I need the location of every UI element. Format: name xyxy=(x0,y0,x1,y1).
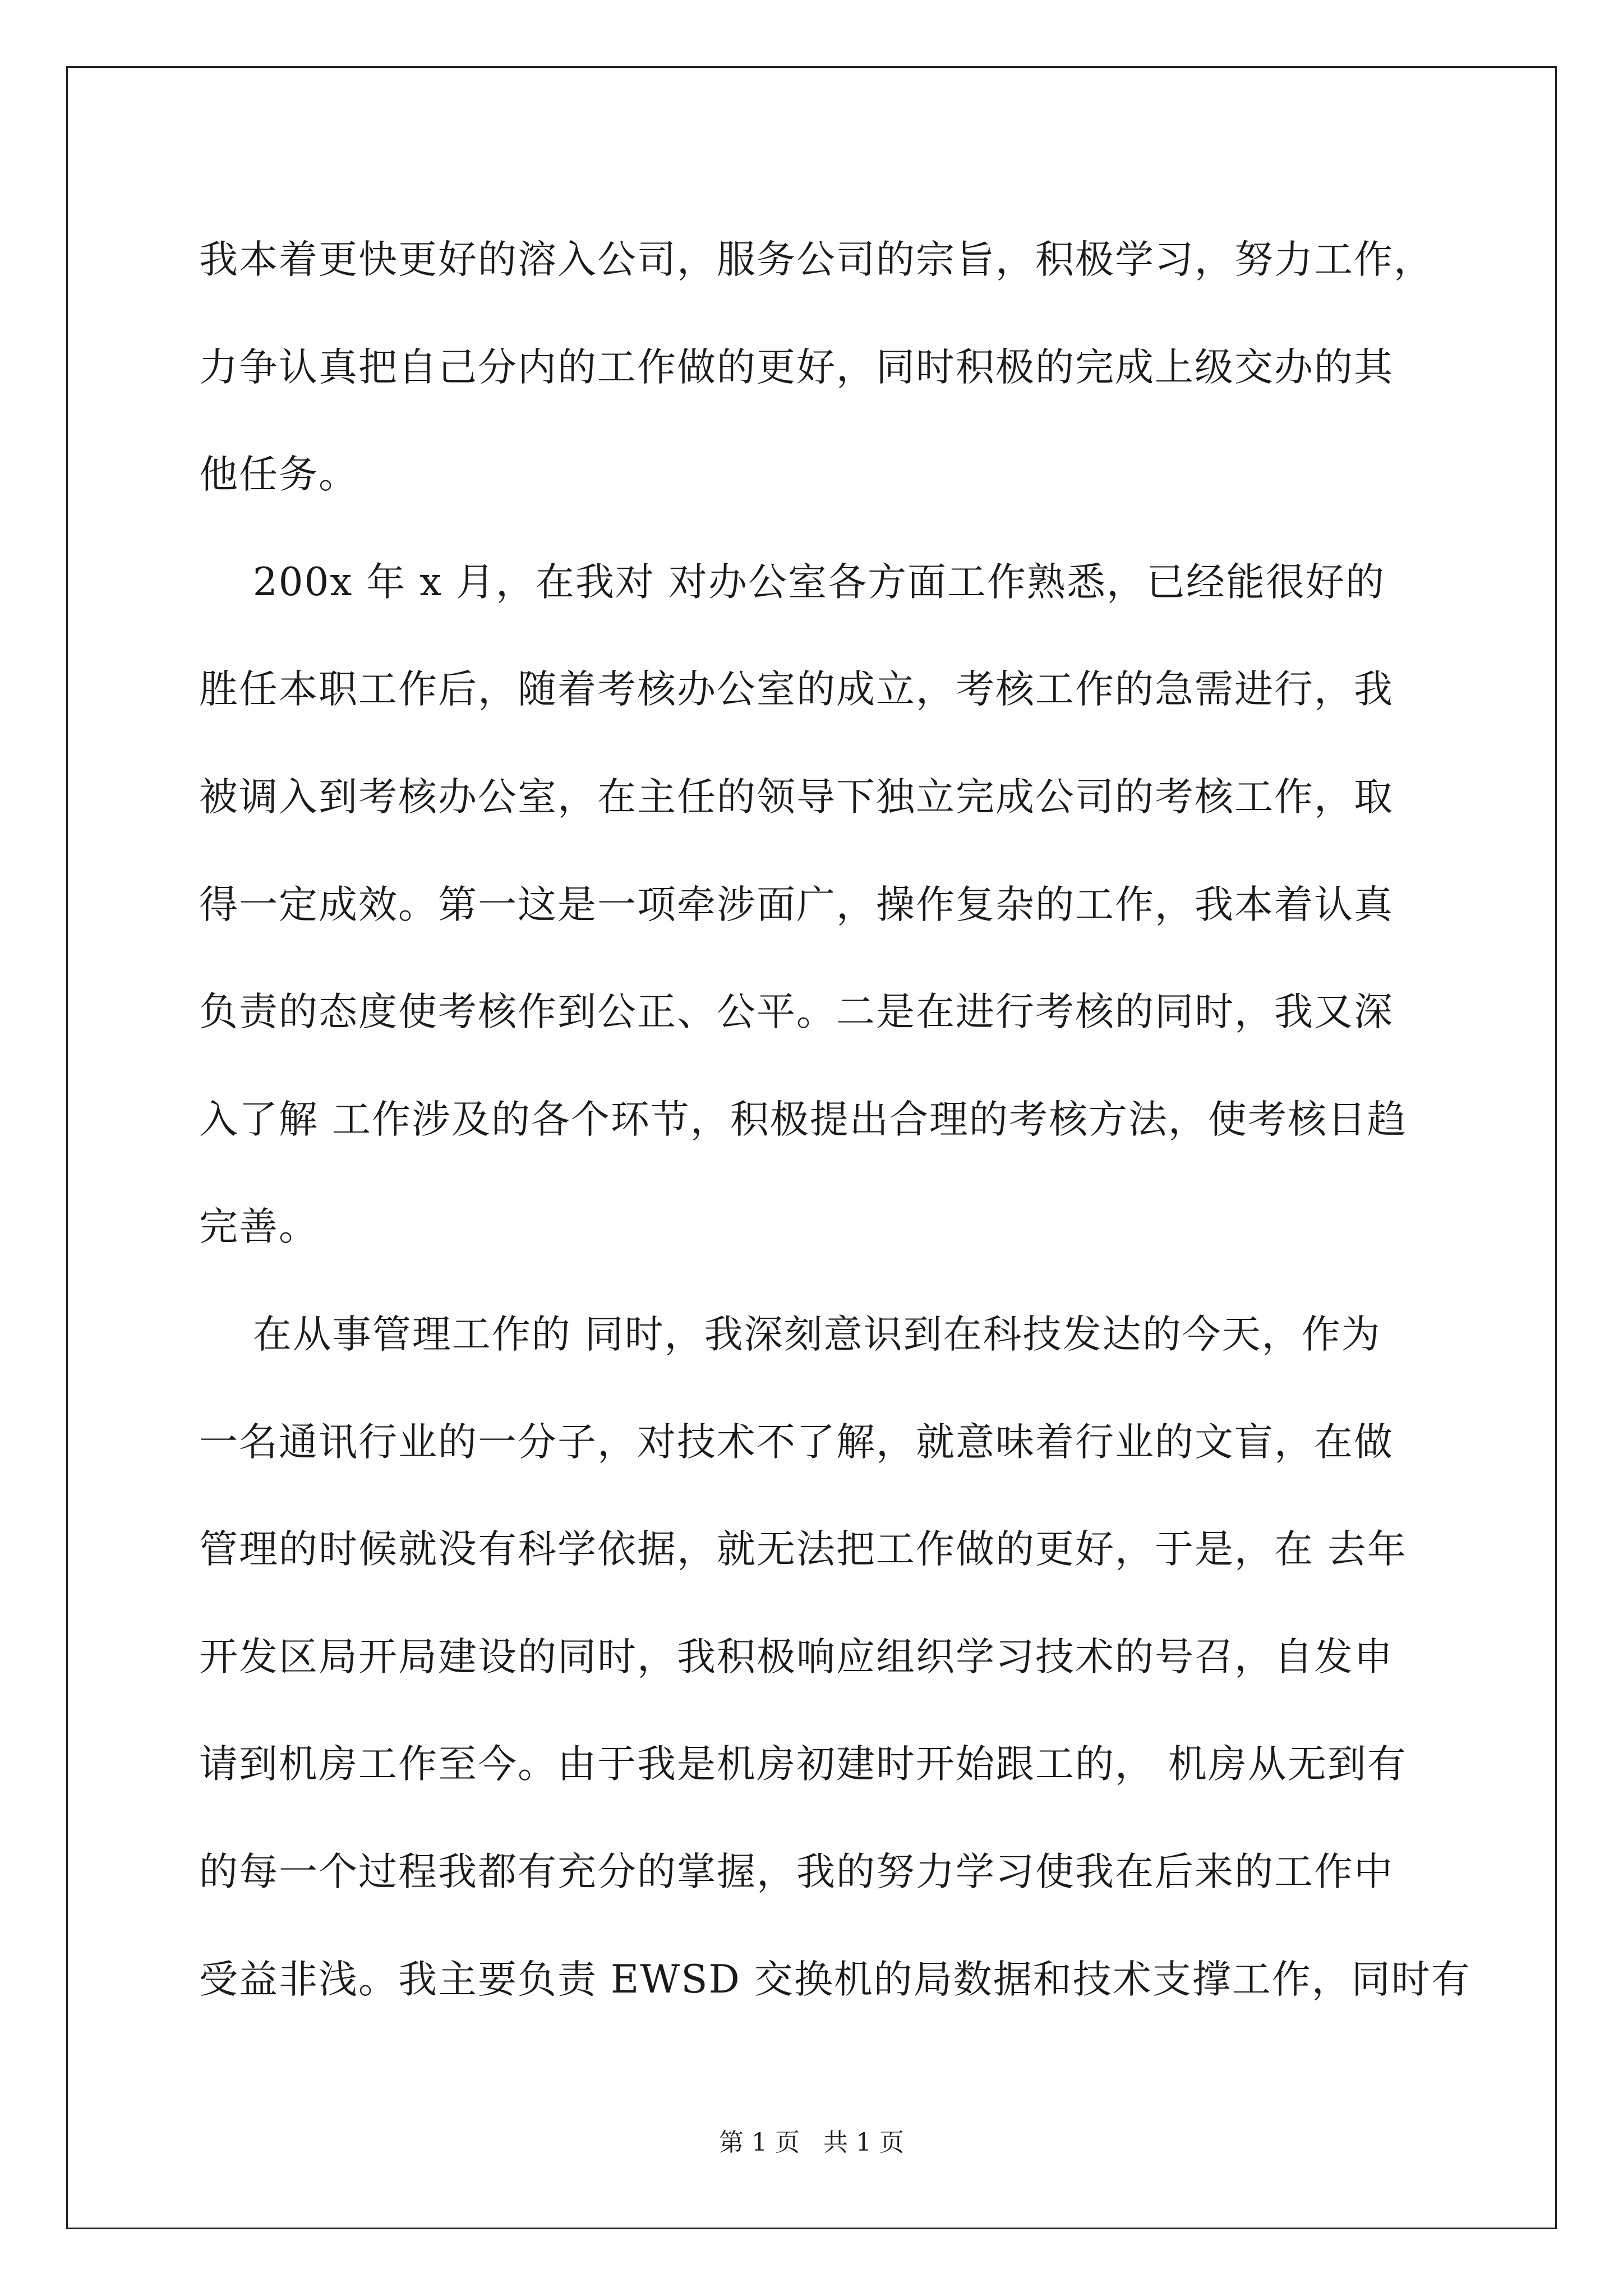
text-line: 他任务。 xyxy=(199,452,358,498)
text-line: 力争认真把自己分内的工作做的更好，同时积极的完成上级交办的其 xyxy=(199,344,1394,390)
text-line: 管理的时候就没有科学依据，就无法把工作做的更好，于是，在 去年 xyxy=(199,1527,1407,1572)
text-line: 完善。 xyxy=(199,1204,319,1250)
text-line: 负责的态度使考核作到公正、公平。二是在进行考核的同时，我又深 xyxy=(199,990,1394,1035)
text-line: 入了解 工作涉及的各个环节，积极提出合理的考核方法，使考核日趋 xyxy=(199,1097,1407,1142)
document-body xyxy=(199,206,1471,2033)
text-line: 开发区局开局建设的同时，我积极响应组织学习技术的号召，自发申 xyxy=(199,1634,1394,1680)
text-line: 一名通讯行业的一分子，对技术不了解，就意味着行业的文盲，在做 xyxy=(199,1419,1394,1465)
text-line: 请到机房工作至今。由于我是机房初建时开始跟工的， 机房从无到有 xyxy=(199,1742,1407,1787)
text-line: 我本着更快更好的溶入公司，服务公司的宗旨，积极学习，努力工作， xyxy=(199,237,1433,282)
text-line: 200x 年 x 月，在我对 对办公室各方面工作熟悉，已经能很好的 xyxy=(199,559,1385,605)
text-line: 被调入到考核办公室，在主任的领导下独立完成公司的考核工作，取 xyxy=(199,774,1394,820)
text-line: 得一定成效。第一这是一项牵涉面广，操作复杂的工作，我本着认真 xyxy=(199,882,1394,927)
text-line: 胜任本职工作后，随着考核办公室的成立，考核工作的急需进行，我 xyxy=(199,667,1394,712)
text-line: 的每一个过程我都有充分的掌握，我的努力学习使我在后来的工作中 xyxy=(199,1849,1394,1894)
page-footer: 第 1 页 共 1 页 xyxy=(719,2128,904,2157)
text-line: 在从事管理工作的 同时，我深刻意识到在科技发达的今天，作为 xyxy=(199,1312,1381,1357)
text-line: 受益非浅。我主要负责 EWSD 交换机的局数据和技术支撑工作，同时有 xyxy=(199,1957,1471,2002)
